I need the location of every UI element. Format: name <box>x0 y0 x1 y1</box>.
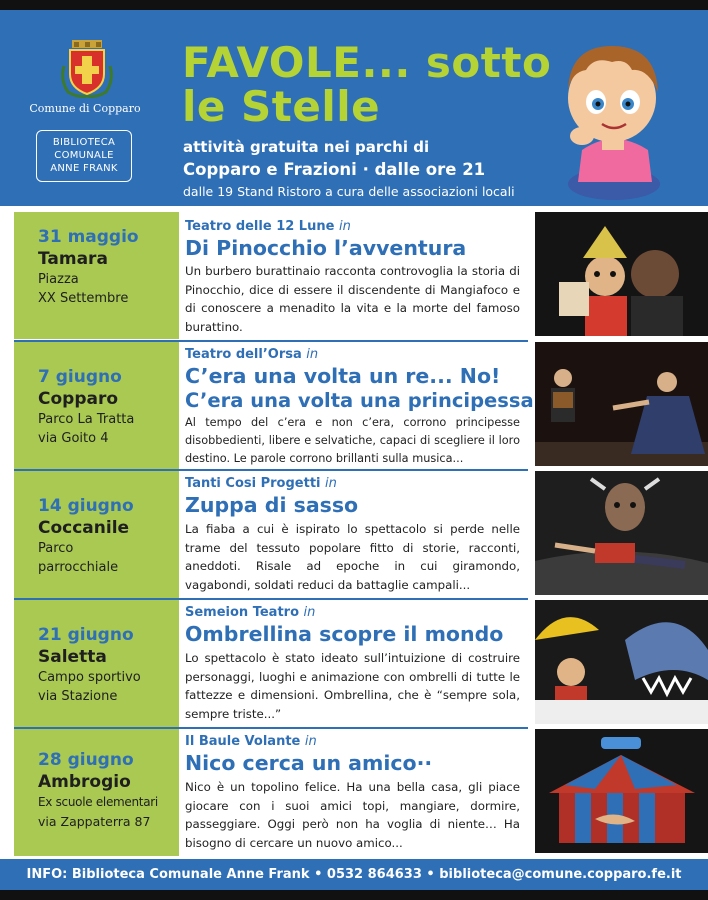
event-photo-circus-tent <box>535 729 708 853</box>
library-badge-line: COMUNALE <box>54 150 114 161</box>
event-date: 14 giugno <box>38 496 134 516</box>
event-place-line2: via Goito 4 <box>38 431 109 446</box>
page-title-line1: FAVOLE... sotto <box>182 38 552 87</box>
event-place-line2: XX Settembre <box>38 291 129 306</box>
event-title: C’era una volta un re... No! <box>185 364 501 388</box>
event-date-cell <box>14 729 179 856</box>
event-description: La fiaba a cui è ispirato lo spettacolo si perde nelle trame del tessuto popolare fitto di storie, racconti, aneddoti. Risale ad epoche in cui giramondo, vagabondi, soldati reduci da battaglie campali... <box>185 522 520 592</box>
subtitle-line3: dalle 19 Stand Ristoro a cura delle associazioni locali <box>183 184 515 199</box>
coat-of-arms-logo <box>58 40 116 100</box>
info-footer: INFO: Biblioteca Comunale Anne Frank • 0532 864633 • biblioteca@comune.copparo.fe.it <box>0 859 708 890</box>
company-in-label: in <box>325 476 337 491</box>
event-row <box>0 212 708 339</box>
event-description: Un burbero burattinaio racconta controvoglia la storia di Pinocchio, dice di essere il discendente di Mangiafoco e di conoscere a menadito la vita e la morte del famoso burattino. <box>185 264 520 334</box>
event-company <box>185 733 317 751</box>
subtitle-line2: Copparo e Frazioni · dalle ore 21 <box>183 160 486 179</box>
company-name: Il Baule Volante <box>185 734 301 749</box>
company-name: Teatro dell’Orsa <box>185 347 302 362</box>
event-place-line1: Ex scuole elementari <box>38 795 158 809</box>
event-date-cell <box>14 471 179 598</box>
cartoon-boy-illustration <box>552 32 672 204</box>
bottom-border <box>0 890 708 900</box>
event-photo-umbrellas <box>535 600 708 724</box>
company-name: Tanti Cosi Progetti <box>185 476 321 491</box>
company-name: Semeion Teatro <box>185 605 299 620</box>
event-town: Tamara <box>38 249 108 269</box>
event-place-line1: Parco La Tratta <box>38 412 135 427</box>
event-place-line2: via Zappaterra 87 <box>38 814 151 829</box>
event-date: 28 giugno <box>38 750 134 770</box>
event-title: Ombrellina scopre il mondo <box>185 622 504 646</box>
event-date: 7 giugno <box>38 367 122 387</box>
event-title: Zuppa di sasso <box>185 493 359 517</box>
event-photo-puppet <box>535 212 708 336</box>
event-row <box>0 342 708 469</box>
event-title: Di Pinocchio l’avventura <box>185 236 467 260</box>
event-company <box>185 604 315 622</box>
company-name: Teatro delle 12 Lune <box>185 219 335 234</box>
top-border <box>0 0 708 10</box>
company-in-label: in <box>306 347 319 362</box>
library-badge <box>36 130 132 182</box>
event-place-line2: via Stazione <box>38 689 118 704</box>
event-description: Nico è un topolino felice. Ha una bella casa, gli piace giocare con i suoi amici topi, mangiare, dormire, passeggiare. Oggi però non ha voglia di niente… Ha bisogno di cercare un nuovo amico... <box>185 780 520 850</box>
event-photo-stage <box>535 342 708 466</box>
event-town: Ambrogio <box>38 772 131 792</box>
event-date-cell <box>14 212 179 339</box>
event-date-cell <box>14 600 179 727</box>
event-place-line2: parrocchiale <box>38 560 119 575</box>
event-town: Copparo <box>38 389 119 409</box>
event-place-line1: Piazza <box>38 272 79 287</box>
event-title: Nico cerca un amico·· <box>185 751 433 775</box>
event-place-line1: Parco <box>38 541 74 556</box>
event-title-line2: C’era una volta una principessa <box>185 389 534 412</box>
event-date-cell <box>14 342 179 469</box>
event-description: Al tempo del c’era e non c’era, corrono principesse disobbedienti, libere e selvatiche, capaci di scegliere il loro destino. Le parole corrono brillanti sulla musica... <box>185 416 520 465</box>
event-town: Coccanile <box>38 518 130 538</box>
subtitle-line1: attività gratuita nei parchi di <box>183 138 430 156</box>
event-row <box>0 471 708 598</box>
event-row <box>0 600 708 727</box>
library-badge-line: BIBLIOTECA <box>52 137 116 148</box>
comune-label: Comune di Copparo <box>29 102 141 115</box>
event-row <box>0 729 708 856</box>
header-banner <box>0 10 708 206</box>
event-date: 21 giugno <box>38 625 134 645</box>
event-photo-cow-mask <box>535 471 708 595</box>
event-company <box>185 475 337 493</box>
company-in-label: in <box>338 219 351 234</box>
company-in-label: in <box>304 734 317 749</box>
event-town: Saletta <box>38 647 107 667</box>
event-place-line1: Campo sportivo <box>38 670 141 685</box>
page-title-line2: le Stelle <box>182 82 381 131</box>
event-company <box>185 218 351 236</box>
event-description: Lo spettacolo è stato ideato sull’intuizione di costruire personaggi, luoghi e animazione con ombrelli di tutte le fattezze e dimensioni. Ombrellina, che è “sempre sola, sempre triste...” <box>185 651 520 721</box>
event-company <box>185 346 318 364</box>
event-date: 31 maggio <box>38 227 139 247</box>
library-badge-line: ANNE FRANK <box>50 163 118 174</box>
company-in-label: in <box>303 605 316 620</box>
